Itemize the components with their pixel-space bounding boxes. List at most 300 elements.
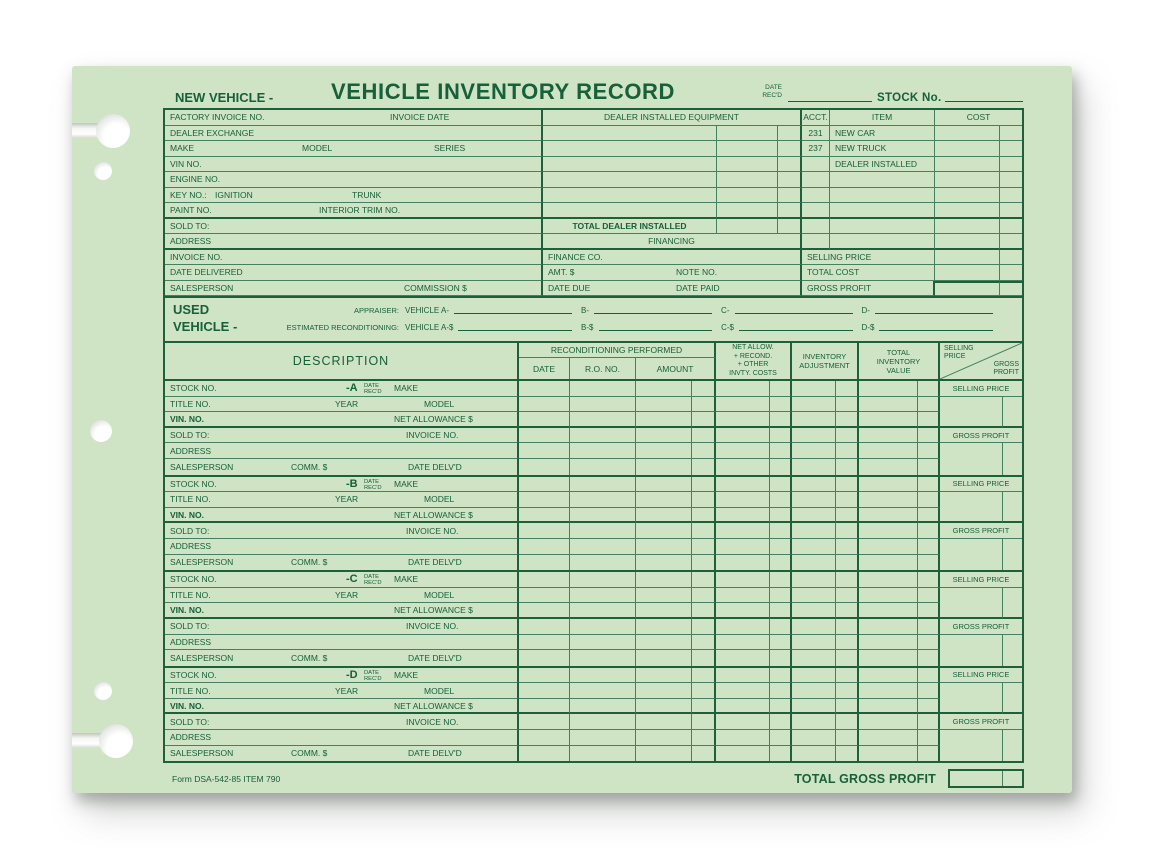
blank-cell xyxy=(716,588,770,604)
blank-cell xyxy=(692,635,716,651)
blank-cell xyxy=(692,459,716,475)
ro-no-subheader: R.O. NO. xyxy=(570,358,636,379)
blank-cell xyxy=(918,746,940,762)
blank-cell xyxy=(570,412,636,428)
blank-cell xyxy=(770,508,792,524)
total-dealer-installed-cell: TOTAL DEALER INSTALLED xyxy=(543,219,717,235)
blank-cell xyxy=(792,412,836,428)
blank-cell xyxy=(519,619,570,635)
form-paper xyxy=(72,66,1072,793)
form-content xyxy=(163,79,1024,788)
address-label: ADDRESS xyxy=(170,445,212,456)
blank-cell xyxy=(1000,265,1022,281)
new-truck-cell: NEW TRUCK xyxy=(830,141,935,157)
blank-cell xyxy=(636,459,692,475)
model-label: MODEL xyxy=(424,494,455,505)
blank-cell xyxy=(836,523,859,539)
blank-cell xyxy=(570,555,636,571)
blank-cell xyxy=(792,459,836,475)
blank-cell xyxy=(792,714,836,730)
gross-profit-cents-cell xyxy=(1003,539,1022,570)
stock-no-blank-line xyxy=(945,101,1023,102)
blank-cell xyxy=(519,523,570,539)
title-no-row xyxy=(165,397,519,413)
blank-cell xyxy=(836,730,859,746)
form-title: VEHICLE INVENTORY RECORD xyxy=(330,79,676,104)
blank-cell xyxy=(570,508,636,524)
salesperson-label: SALESPERSON xyxy=(170,748,234,759)
blank-cell xyxy=(918,397,940,413)
gross-profit-label: GROSS PROFIT xyxy=(940,619,1022,635)
blank-cell xyxy=(519,492,570,508)
blank-cell xyxy=(717,172,778,188)
blank-line xyxy=(599,330,713,331)
blank-cell xyxy=(836,603,859,619)
blank-cell xyxy=(770,683,792,699)
vin-no-label: VIN. NO. xyxy=(170,605,205,616)
key-no-cell: KEY NO.: IGNITION TRUNK xyxy=(165,188,543,204)
blank-cell xyxy=(716,381,770,397)
selling-price-amount-cell xyxy=(940,588,1003,619)
financing-header: FINANCING xyxy=(543,234,802,250)
blank-cell xyxy=(692,746,716,762)
blank-cell xyxy=(836,572,859,588)
blank-cell xyxy=(716,635,770,651)
selling-price-gross-profit-header: SELLING PRICE GROSS PROFIT xyxy=(940,343,1022,379)
blank-cell xyxy=(935,250,1000,266)
sold-to-row xyxy=(165,428,519,444)
selling-price-label: SELLING PRICE xyxy=(940,477,1022,493)
title-no-label: TITLE NO. xyxy=(170,494,211,505)
vehicle-block-c xyxy=(165,570,1022,666)
blank-cell xyxy=(792,508,836,524)
blank-cell xyxy=(859,539,918,555)
title-no-label: TITLE NO. xyxy=(170,590,211,601)
blank-cell xyxy=(792,539,836,555)
blank-cell xyxy=(570,603,636,619)
blank-cell xyxy=(570,572,636,588)
blank-cell xyxy=(792,746,836,762)
blank-cell xyxy=(918,635,940,651)
blank-cell xyxy=(692,492,716,508)
blank-cell xyxy=(859,523,918,539)
blank-cell xyxy=(859,397,918,413)
blank-cell xyxy=(918,492,940,508)
blank-cell xyxy=(692,397,716,413)
blank-cell xyxy=(836,683,859,699)
blank-cell xyxy=(692,730,716,746)
blank-cell xyxy=(836,588,859,604)
address-row xyxy=(165,539,519,555)
blank-cell xyxy=(770,588,792,604)
blank-cell xyxy=(716,492,770,508)
stock-letter: -A xyxy=(346,382,358,395)
form-number: Form DSA-542-85 ITEM 790 xyxy=(172,773,281,784)
stock-no-row xyxy=(165,477,519,493)
stock-no-row xyxy=(165,572,519,588)
blank-cell xyxy=(570,730,636,746)
comm-label: COMM. $ xyxy=(291,557,328,568)
blank-cell xyxy=(918,714,940,730)
blank-cell xyxy=(1000,203,1022,219)
blank-cell xyxy=(716,668,770,684)
blank-cell xyxy=(519,555,570,571)
stock-no-label: STOCK No. xyxy=(877,92,942,104)
date-delvd-label: DATE DELV'D xyxy=(408,652,462,663)
blank-cell xyxy=(778,157,802,173)
blank-cell xyxy=(778,188,802,204)
blank-cell xyxy=(543,203,717,219)
blank-cell xyxy=(692,619,716,635)
year-label: YEAR xyxy=(335,590,359,601)
stock-no-label: STOCK NO. xyxy=(170,478,217,489)
blank-cell xyxy=(935,219,1000,235)
sold-to-label: SOLD TO: xyxy=(170,430,210,441)
blank-cell xyxy=(859,746,918,762)
blank-cell xyxy=(918,381,940,397)
blank-cell xyxy=(716,555,770,571)
blank-cell xyxy=(519,443,570,459)
factory-invoice-cell xyxy=(165,110,543,126)
vin-no-row xyxy=(165,508,519,524)
total-cost-cell: TOTAL COST xyxy=(802,265,935,281)
blank-cell xyxy=(802,157,830,173)
vehicle-block-a xyxy=(165,381,1022,475)
blank-cell xyxy=(716,477,770,493)
blank-line xyxy=(458,330,572,331)
blank-cell xyxy=(692,588,716,604)
selling-price-cents-cell xyxy=(1003,397,1022,428)
blank-cell xyxy=(1000,219,1022,235)
blank-cell xyxy=(570,619,636,635)
blank-cell xyxy=(792,572,836,588)
blank-cell xyxy=(519,477,570,493)
blank-cell xyxy=(519,603,570,619)
blank-cell xyxy=(918,477,940,493)
invoice-no-label: INVOICE NO. xyxy=(406,430,459,441)
make-label: MAKE xyxy=(394,478,419,489)
gross-profit-amount-cell xyxy=(940,539,1003,570)
invoice-no-label: INVOICE NO. xyxy=(406,716,459,727)
selling-price-cell: SELLING PRICE xyxy=(802,250,935,266)
blank-cell xyxy=(692,603,716,619)
blank-cell xyxy=(692,508,716,524)
blank-cell xyxy=(692,668,716,684)
net-allowance-label: NET ALLOWANCE $ xyxy=(394,700,473,711)
blank-cell xyxy=(770,699,792,715)
blank-cell xyxy=(692,683,716,699)
blank-cell xyxy=(836,555,859,571)
blank-cell xyxy=(792,635,836,651)
blank-cell xyxy=(716,619,770,635)
sold-to-cell: SOLD TO: xyxy=(165,219,543,235)
blank-cell xyxy=(543,126,717,142)
blank-cell xyxy=(636,555,692,571)
vin-no-row xyxy=(165,412,519,428)
stock-letter: -D xyxy=(346,668,358,681)
blank-cell xyxy=(716,572,770,588)
title-no-row xyxy=(165,683,519,699)
blank-cell xyxy=(770,523,792,539)
blank-cell xyxy=(935,126,1000,142)
blank-cell xyxy=(692,477,716,493)
blank-cell xyxy=(770,539,792,555)
used-vehicle-table xyxy=(163,341,1024,763)
blank-cell xyxy=(543,157,717,173)
blank-cell xyxy=(519,397,570,413)
blank-cell xyxy=(570,397,636,413)
blank-cell xyxy=(859,381,918,397)
binder-hole xyxy=(94,682,112,700)
blank-cell xyxy=(792,668,836,684)
blank-cell xyxy=(918,668,940,684)
blank-cell xyxy=(570,635,636,651)
salesperson-row xyxy=(165,555,519,571)
blank-cell xyxy=(836,699,859,715)
blank-cell xyxy=(636,635,692,651)
blank-cell xyxy=(770,381,792,397)
vehicle-block-b xyxy=(165,475,1022,571)
vehicle-block-d xyxy=(165,666,1022,762)
blank-cell xyxy=(716,683,770,699)
blank-cell xyxy=(836,619,859,635)
dealer-exchange-cell: DEALER EXCHANGE xyxy=(165,126,543,142)
blank-cell xyxy=(918,459,940,475)
date-delvd-label: DATE DELV'D xyxy=(408,461,462,472)
blank-cell xyxy=(859,572,918,588)
blank-cell xyxy=(792,397,836,413)
gross-profit-amount-cell xyxy=(940,730,1003,761)
comm-label: COMM. $ xyxy=(291,461,328,472)
blank-cell xyxy=(519,459,570,475)
blank-cell xyxy=(778,172,802,188)
blank-cell xyxy=(519,699,570,715)
blank-cell xyxy=(859,714,918,730)
blank-cell xyxy=(716,459,770,475)
blank-cell xyxy=(802,188,830,204)
blank-cell xyxy=(859,635,918,651)
blank-line xyxy=(735,313,853,314)
address-row xyxy=(165,443,519,459)
salesperson-label: SALESPERSON xyxy=(170,461,234,472)
blank-cell xyxy=(519,572,570,588)
blank-cell xyxy=(770,730,792,746)
blank-cell xyxy=(836,714,859,730)
paint-no-cell: PAINT NO. INTERIOR TRIM NO. xyxy=(165,203,543,219)
title-no-row xyxy=(165,492,519,508)
blank-cell xyxy=(935,157,1000,173)
blank-cell xyxy=(636,650,692,666)
blank-cell xyxy=(716,428,770,444)
blank-cell xyxy=(570,588,636,604)
blank-cell xyxy=(716,699,770,715)
blank-cell xyxy=(859,508,918,524)
blank-cell xyxy=(918,539,940,555)
blank-cell xyxy=(692,412,716,428)
blank-cell xyxy=(519,668,570,684)
invoice-date-label: INVOICE DATE xyxy=(390,112,450,123)
blank-cell xyxy=(636,397,692,413)
blank-cell xyxy=(918,699,940,715)
blank-line xyxy=(879,330,993,331)
blank-cell xyxy=(802,219,830,235)
salesperson-label: SALESPERSON xyxy=(170,557,234,568)
sold-to-row xyxy=(165,523,519,539)
blank-cell xyxy=(543,141,717,157)
blank-cell xyxy=(636,428,692,444)
blank-cell xyxy=(636,714,692,730)
blank-cell xyxy=(836,635,859,651)
blank-cell xyxy=(1000,157,1022,173)
blank-cell xyxy=(830,188,935,204)
stock-no-row xyxy=(165,668,519,684)
address-row xyxy=(165,635,519,651)
address-label: ADDRESS xyxy=(170,732,212,743)
blank-cell xyxy=(717,188,778,204)
blank-cell xyxy=(717,219,778,235)
stock-no-label: STOCK NO. xyxy=(170,669,217,680)
blank-cell xyxy=(836,412,859,428)
blank-cell xyxy=(716,714,770,730)
blank-cell xyxy=(918,572,940,588)
address-label: ADDRESS xyxy=(170,636,212,647)
blank-cell xyxy=(716,603,770,619)
blank-cell xyxy=(859,683,918,699)
blank-cell xyxy=(716,508,770,524)
blank-cell xyxy=(836,650,859,666)
blank-cell xyxy=(636,539,692,555)
blank-cell xyxy=(570,459,636,475)
blank-cell xyxy=(792,523,836,539)
blank-cell xyxy=(792,588,836,604)
vin-no-label: VIN. NO. xyxy=(170,413,205,424)
make-label: MAKE xyxy=(394,669,419,680)
blank-cell xyxy=(918,428,940,444)
dealer-installed-cell: DEALER INSTALLED xyxy=(830,157,935,173)
selling-price-cents-cell xyxy=(1003,492,1022,523)
blank-cell xyxy=(935,234,1000,250)
new-car-cell: NEW CAR xyxy=(830,126,935,142)
blank-cell xyxy=(778,219,802,235)
gross-profit-cents-cell xyxy=(1003,443,1022,474)
blank-cell xyxy=(636,746,692,762)
total-gross-profit-label: TOTAL GROSS PROFIT xyxy=(794,771,936,786)
invoice-no-label: INVOICE NO. xyxy=(406,621,459,632)
blank-cell xyxy=(692,523,716,539)
blank-cell xyxy=(770,668,792,684)
blank-cell xyxy=(836,508,859,524)
blank-cell xyxy=(830,203,935,219)
date-recd-blank-line xyxy=(788,101,872,102)
gross-profit-cents-cell xyxy=(1003,730,1022,761)
blank-cell xyxy=(1000,126,1022,142)
cents-divider xyxy=(1002,771,1003,786)
reconditioning-line: ESTIMATED RECONDITIONING: VEHICLE A-$ B-$ C-$ D-$ xyxy=(265,320,996,332)
gross-profit-amount-cell xyxy=(935,281,1000,297)
blank-cell xyxy=(692,428,716,444)
blank-cell xyxy=(716,412,770,428)
blank-cell xyxy=(716,523,770,539)
vin-no-label: VIN. NO. xyxy=(170,700,205,711)
blank-cell xyxy=(1000,250,1022,266)
blank-cell xyxy=(836,746,859,762)
blank-cell xyxy=(918,523,940,539)
blank-cell xyxy=(717,126,778,142)
net-allowance-label: NET ALLOWANCE $ xyxy=(394,509,473,520)
model-label: MODEL xyxy=(424,398,455,409)
comm-label: COMM. $ xyxy=(291,652,328,663)
amount-subheader: AMOUNT xyxy=(636,358,716,379)
blank-cell xyxy=(636,588,692,604)
blank-cell xyxy=(570,477,636,493)
blank-cell xyxy=(836,477,859,493)
blank-cell xyxy=(792,555,836,571)
used-vehicle-table-header xyxy=(165,343,1022,381)
blank-cell xyxy=(636,477,692,493)
salesperson-cell: SALESPERSON COMMISSION $ xyxy=(165,281,543,297)
engine-no-cell: ENGINE NO. xyxy=(165,172,543,188)
binder-hole xyxy=(96,114,130,148)
blank-cell xyxy=(918,619,940,635)
blank-cell xyxy=(778,126,802,142)
blank-cell xyxy=(519,381,570,397)
make-model-series-cell: MAKE MODEL SERIES xyxy=(165,141,543,157)
date-subheader: DATE xyxy=(519,358,570,379)
blank-cell xyxy=(716,443,770,459)
blank-cell xyxy=(792,603,836,619)
blank-cell xyxy=(636,572,692,588)
date-recd-stack: DATE REC'D xyxy=(364,478,382,491)
blank-cell xyxy=(802,203,830,219)
blank-cell xyxy=(636,412,692,428)
blank-cell xyxy=(935,203,1000,219)
blank-cell xyxy=(692,443,716,459)
blank-cell xyxy=(918,412,940,428)
blank-cell xyxy=(836,459,859,475)
salesperson-row xyxy=(165,459,519,475)
blank-cell xyxy=(519,650,570,666)
blank-cell xyxy=(636,381,692,397)
blank-cell xyxy=(692,572,716,588)
blank-cell xyxy=(692,714,716,730)
net-allowance-label: NET ALLOWANCE $ xyxy=(394,605,473,616)
blank-cell xyxy=(692,650,716,666)
factory-invoice-label: FACTORY INVOICE NO. xyxy=(170,112,265,123)
title-no-label: TITLE NO. xyxy=(170,398,211,409)
blank-cell xyxy=(692,699,716,715)
used-vehicle-band xyxy=(163,298,1024,341)
blank-cell xyxy=(770,555,792,571)
item-header: ITEM xyxy=(830,110,935,126)
date-recd-line1: DATE xyxy=(765,84,782,91)
gross-profit-cents-cell xyxy=(1000,281,1022,297)
blank-cell xyxy=(570,683,636,699)
date-delivered-cell: DATE DELIVERED xyxy=(165,265,543,281)
date-delvd-label: DATE DELV'D xyxy=(408,748,462,759)
blank-cell xyxy=(543,172,717,188)
blank-cell xyxy=(792,683,836,699)
blank-cell xyxy=(935,141,1000,157)
blank-cell xyxy=(792,619,836,635)
blank-cell xyxy=(570,443,636,459)
blank-cell xyxy=(570,668,636,684)
new-vehicle-label: NEW VEHICLE - xyxy=(175,90,274,105)
blank-cell xyxy=(570,539,636,555)
salesperson-row xyxy=(165,650,519,666)
blank-cell xyxy=(778,203,802,219)
sold-to-row xyxy=(165,619,519,635)
acct-header: ACCT. xyxy=(802,110,830,126)
